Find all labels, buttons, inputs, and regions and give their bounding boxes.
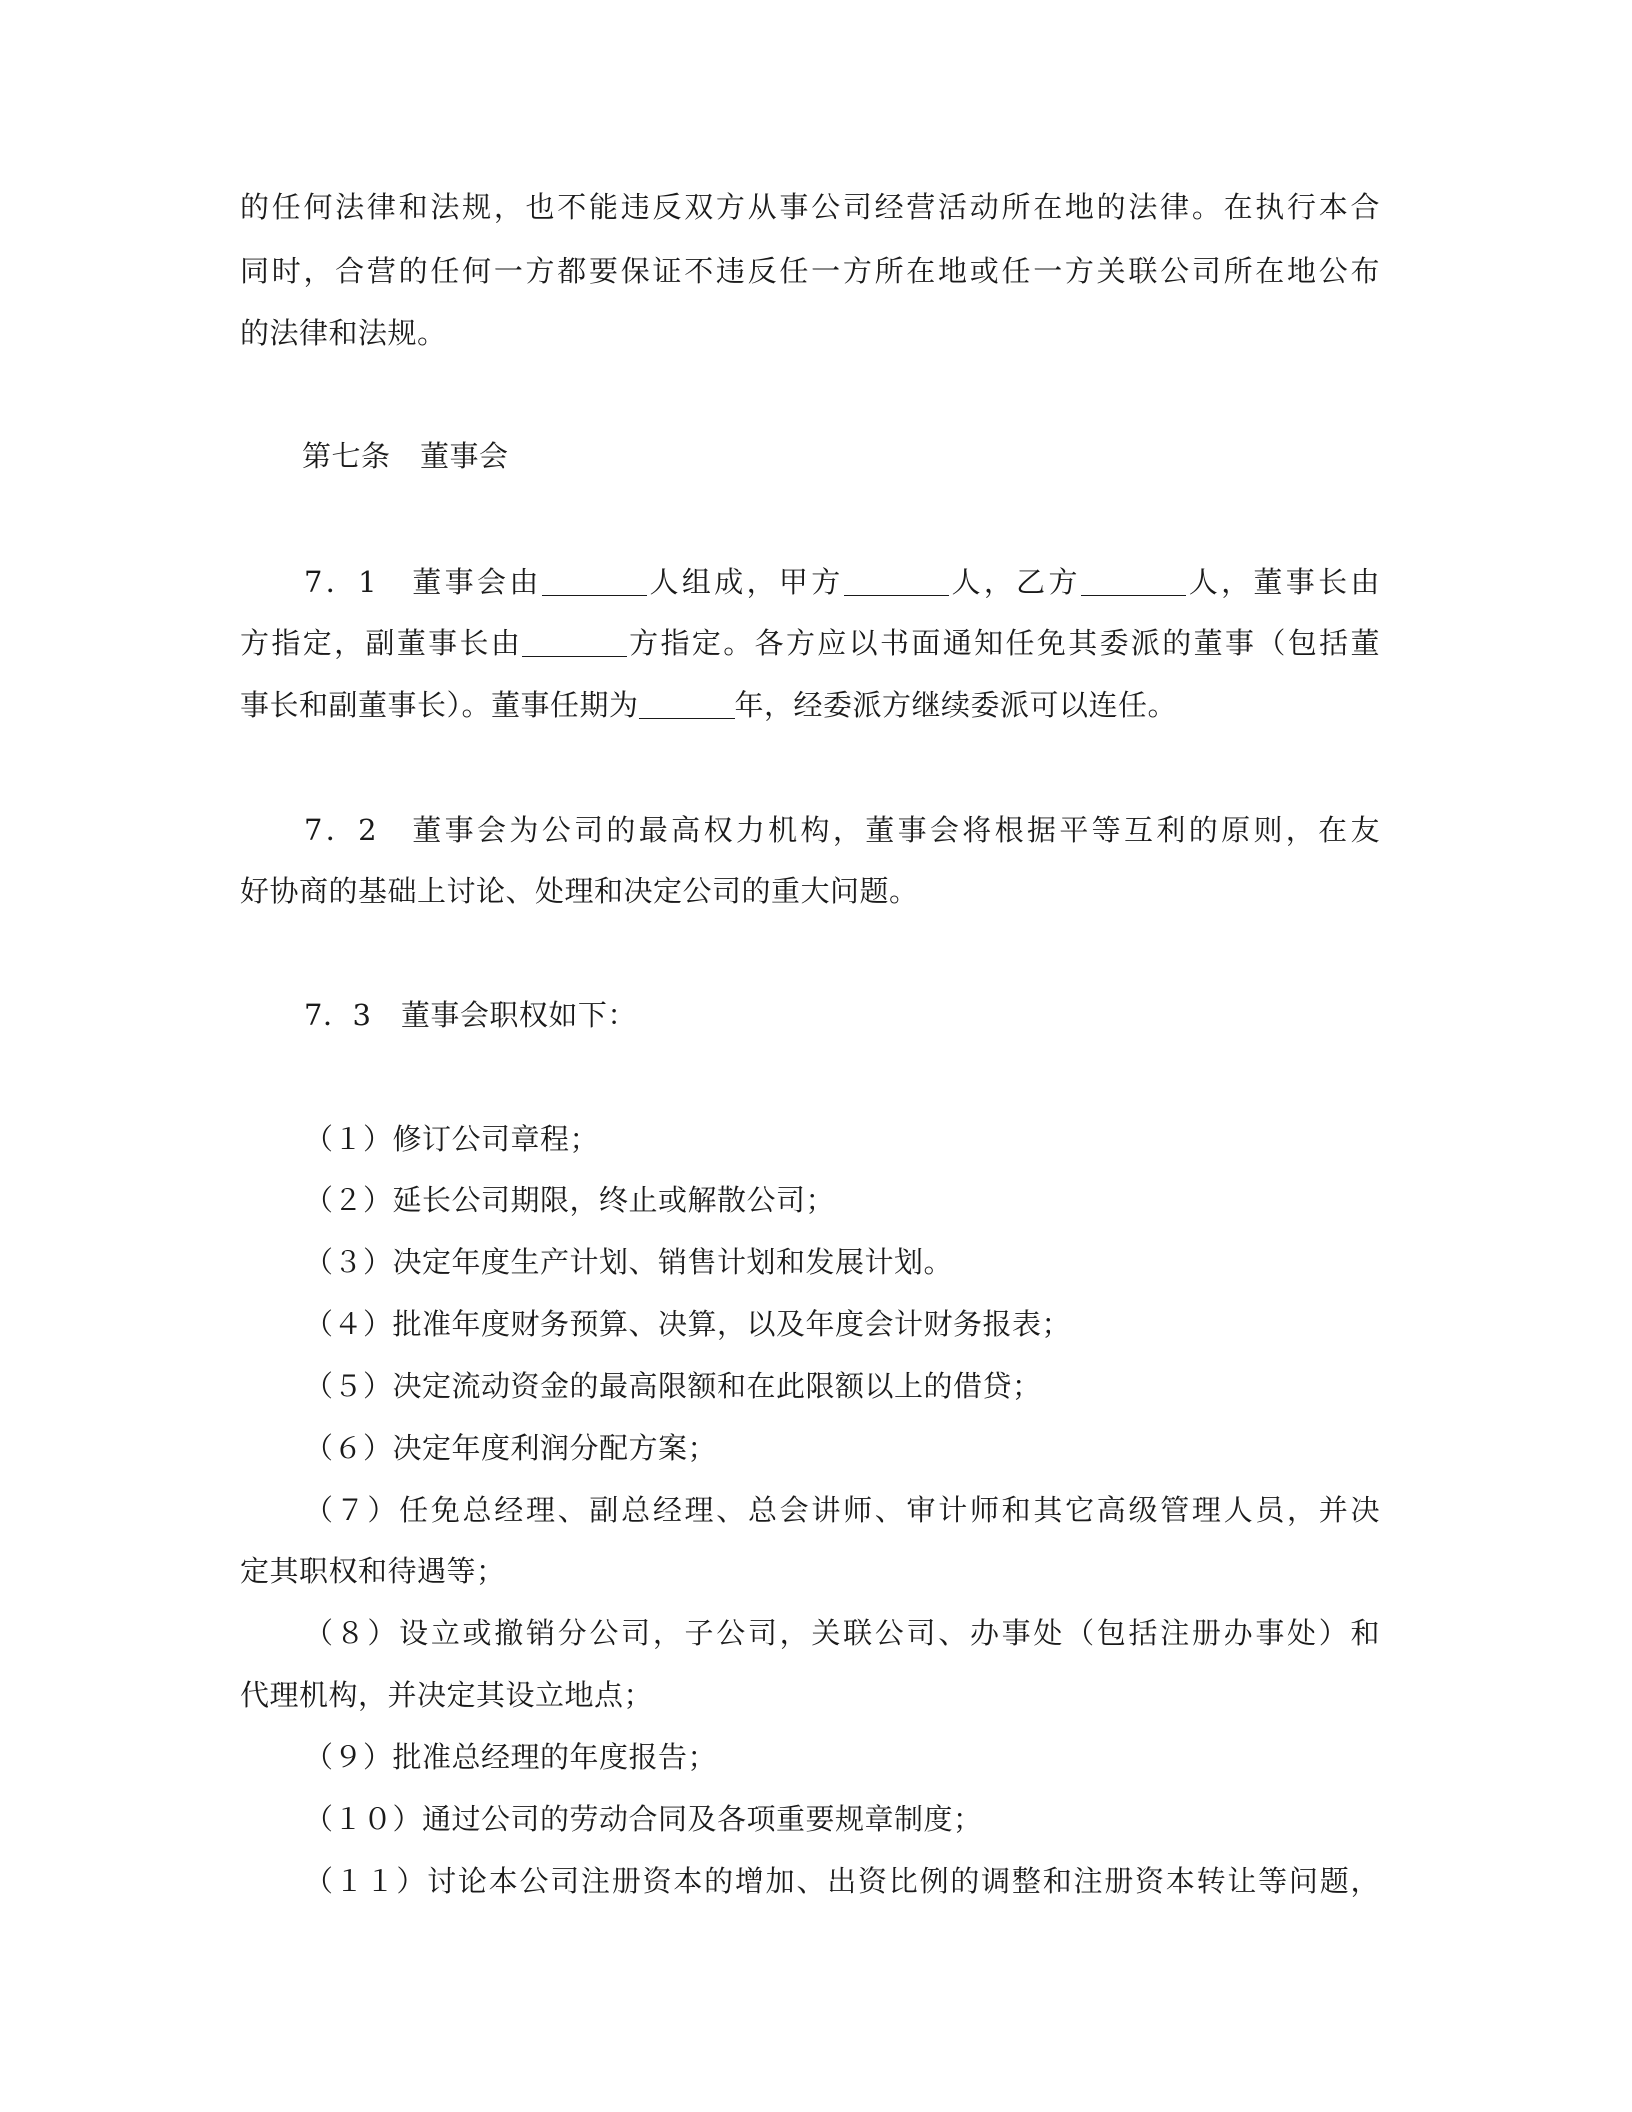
clause-7-1-line-2 bbox=[240, 623, 1380, 663]
article-heading: 第七条 董事会 bbox=[302, 439, 509, 473]
paragraph-line: 的任何法律和法规，也不能违反双方从事公司经营活动所在地的法律。在执行本合 bbox=[240, 190, 1380, 224]
list-item-continuation: 定其职权和待遇等； bbox=[240, 1554, 506, 1588]
text: 方指定，副董事长由 bbox=[240, 626, 523, 660]
fill-blank-board-size[interactable] bbox=[542, 565, 647, 596]
list-item: （７）任免总经理、副总经理、总会讲师、审计师和其它高级管理人员，并决 bbox=[304, 1493, 1380, 1527]
clause-7-1-line-1 bbox=[240, 562, 1380, 602]
list-item: （５）决定流动资金的最高限额和在此限额以上的借贷； bbox=[304, 1369, 1042, 1403]
clause-7-3: 7．3 董事会职权如下： bbox=[304, 998, 637, 1032]
text: 人组成，甲方 bbox=[646, 565, 844, 599]
text: 人，董事长由 bbox=[1185, 565, 1380, 599]
text: 7．1 董事会由 bbox=[304, 565, 542, 599]
list-item: （２）延长公司期限，终止或解散公司； bbox=[304, 1183, 836, 1217]
list-item: （８）设立或撤销分公司，子公司，关联公司、办事处（包括注册办事处）和 bbox=[304, 1616, 1380, 1650]
fill-blank-party-a-count[interactable] bbox=[844, 565, 949, 596]
clause-7-2-line-1: 7．2 董事会为公司的最高权力机构，董事会将根据平等互利的原则，在友 bbox=[304, 813, 1380, 847]
clause-7-1-line-3 bbox=[240, 685, 1380, 725]
list-item-continuation: 代理机构，并决定其设立地点； bbox=[240, 1678, 654, 1712]
fill-blank-term-years[interactable] bbox=[639, 688, 735, 719]
text: 事长和副董事长）。董事任期为 bbox=[240, 688, 639, 722]
fill-blank-party-b-count[interactable] bbox=[1081, 565, 1186, 596]
list-item: （３）决定年度生产计划、销售计划和发展计划。 bbox=[304, 1245, 954, 1279]
fill-blank-vice-chair-party[interactable] bbox=[522, 626, 627, 657]
list-item: （９）批准总经理的年度报告； bbox=[304, 1740, 718, 1774]
list-item: （１０）通过公司的劳动合同及各项重要规章制度； bbox=[304, 1802, 983, 1836]
text: 人，乙方 bbox=[948, 565, 1081, 599]
text: 年，经委派方继续委派可以连任。 bbox=[734, 688, 1178, 722]
list-item: （１）修订公司章程； bbox=[304, 1122, 600, 1156]
paragraph-line: 同时，合营的任何一方都要保证不违反任一方所在地或任一方关联公司所在地公布 bbox=[240, 254, 1380, 288]
list-item: （４）批准年度财务预算、决算，以及年度会计财务报表； bbox=[304, 1307, 1072, 1341]
list-item: （１１）讨论本公司注册资本的增加、出资比例的调整和注册资本转让等问题， bbox=[304, 1864, 1380, 1898]
paragraph-line: 的法律和法规。 bbox=[240, 316, 447, 350]
list-item: （６）决定年度利润分配方案； bbox=[304, 1431, 718, 1465]
clause-7-2-line-2: 好协商的基础上讨论、处理和决定公司的重大问题。 bbox=[240, 874, 919, 908]
text: 方指定。各方应以书面通知任免其委派的董事（包括董 bbox=[627, 626, 1380, 660]
